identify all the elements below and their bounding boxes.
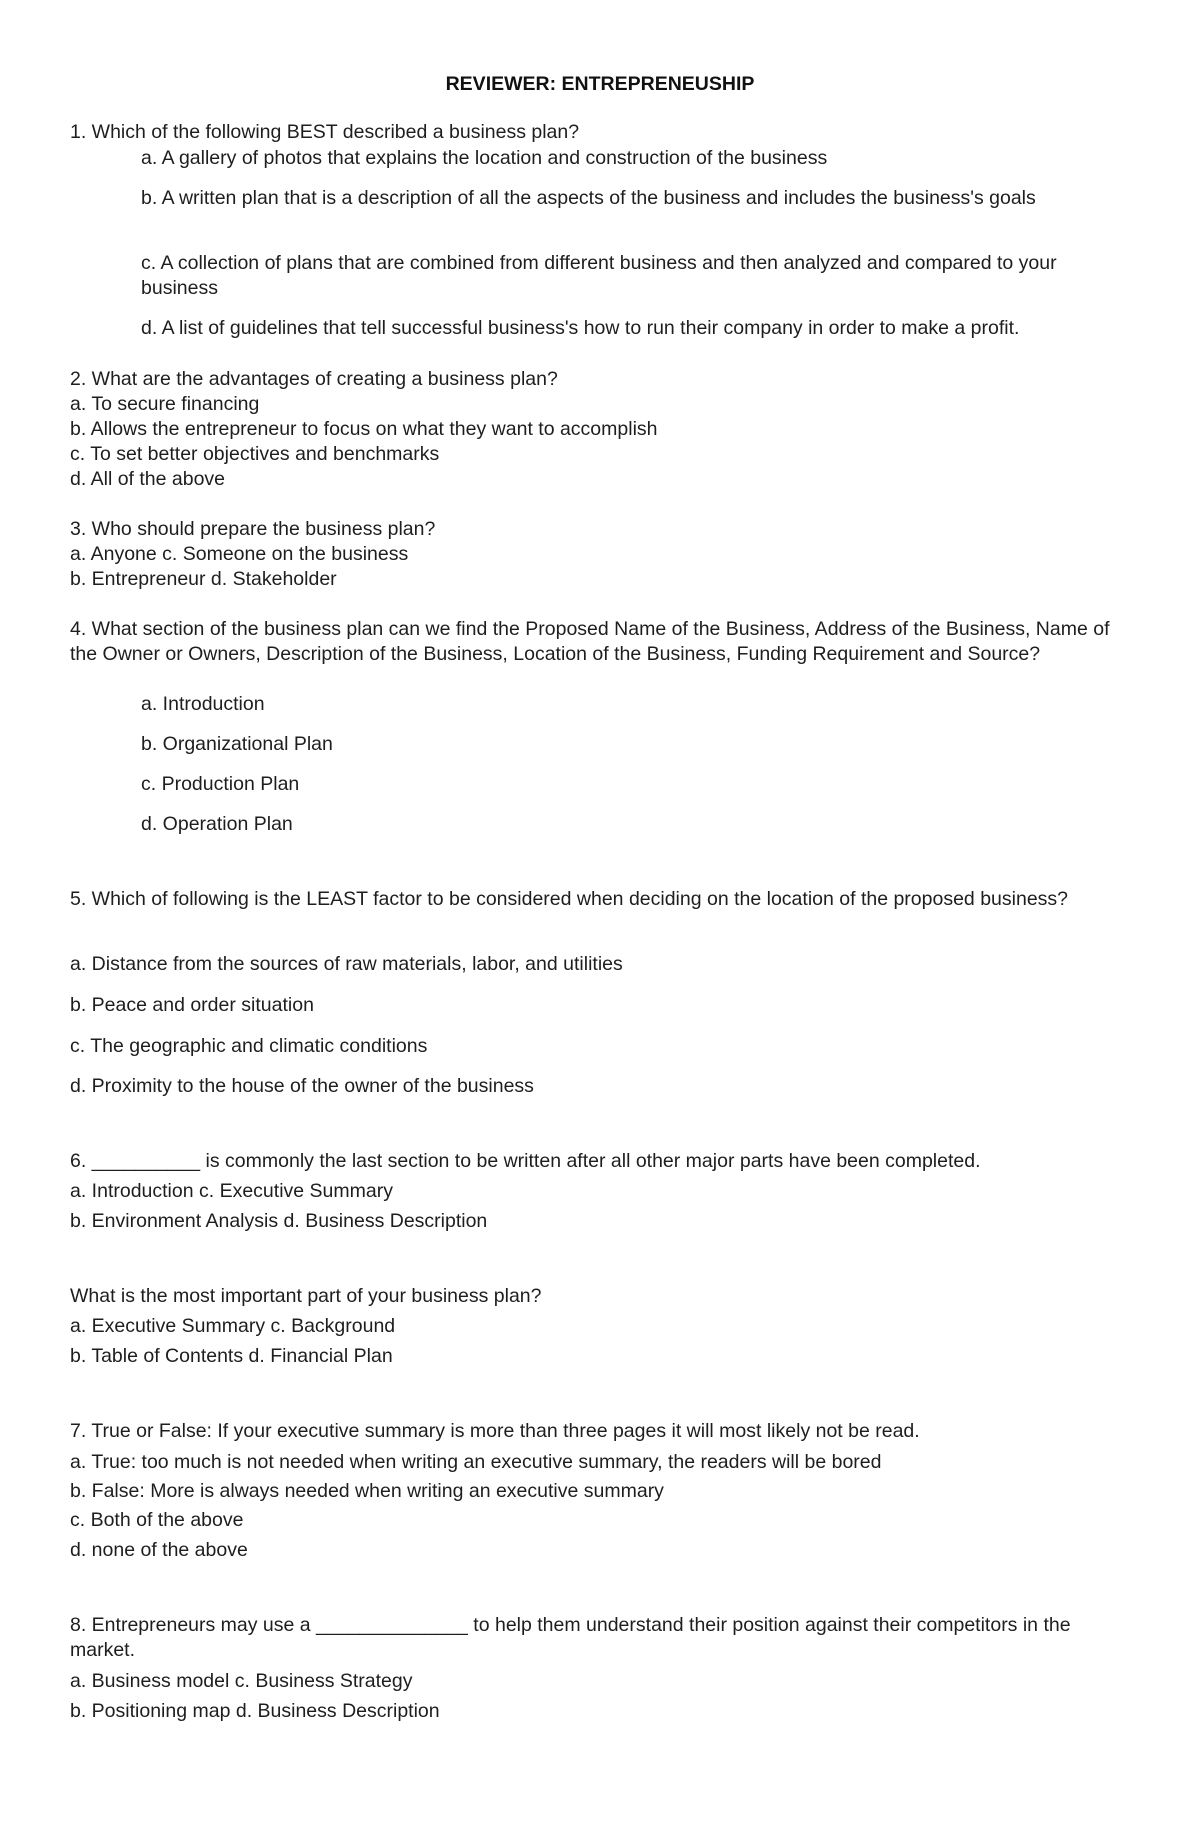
option: c. To set better objectives and benchmarks: [70, 443, 440, 465]
option: c. A collection of plans that are combined from different business and then analyzed and compared to your business: [141, 252, 1057, 299]
option: c. The geographic and climatic conditions: [70, 1035, 428, 1057]
option: d. A list of guidelines that tell successful business's how to run their company in order to make a profit.: [141, 317, 1020, 339]
question-3: [70, 517, 1130, 592]
question-6: [70, 1149, 1130, 1174]
question-text: 6. __________ is commonly the last section to be written after all other major parts have been completed.: [70, 1150, 981, 1172]
option: b. Table of Contents d. Financial Plan: [70, 1345, 393, 1367]
option: b. False: More is always needed when writing an executive summary: [70, 1480, 664, 1502]
question-text: What is the most important part of your business plan?: [70, 1285, 542, 1307]
option: b. A written plan that is a description of all the aspects of the business and includes the business's goals: [141, 187, 1036, 209]
option: d. All of the above: [70, 468, 226, 490]
option: b. Peace and order situation: [70, 994, 314, 1016]
question-2: [70, 367, 1130, 492]
option: a. Introduction c. Executive Summary: [70, 1180, 393, 1202]
question-1: [70, 120, 1130, 145]
option: b. Organizational Plan: [141, 733, 333, 755]
question-text: 3. Who should prepare the business plan?: [70, 518, 436, 540]
question-text: 1. Which of the following BEST described a business plan?: [70, 121, 580, 143]
option: d. none of the above: [70, 1539, 248, 1561]
question-unnumbered: [70, 1284, 1130, 1309]
question-text: 2. What are the advantages of creating a business plan?: [70, 368, 558, 390]
option: d. Operation Plan: [141, 813, 293, 835]
option: c. Production Plan: [141, 773, 300, 795]
option: a. Executive Summary c. Background: [70, 1315, 396, 1337]
option: b. Positioning map d. Business Description: [70, 1700, 440, 1722]
option: a. Anyone c. Someone on the business: [70, 543, 409, 565]
option: c. Both of the above: [70, 1509, 244, 1531]
question-text: 4. What section of the business plan can we find the Proposed Name of the Business, Address of the Business, Name of the Owner or Owners, Description of the Business, Location of the Business, Funding Requirement and Source?: [70, 618, 1110, 665]
option: a. A gallery of photos that explains the location and construction of the business: [141, 147, 828, 169]
question-text: 7. True or False: If your executive summary is more than three pages it will most likely not be read.: [70, 1420, 920, 1442]
option: b. Entrepreneur d. Stakeholder: [70, 568, 337, 590]
question-7: [70, 1419, 1130, 1444]
option: d. Proximity to the house of the owner of the business: [70, 1075, 534, 1097]
option: b. Environment Analysis d. Business Description: [70, 1210, 488, 1232]
question-4: [70, 617, 1130, 667]
option: a. Distance from the sources of raw materials, labor, and utilities: [70, 953, 623, 975]
question-8: [70, 1613, 1130, 1663]
option: a. Business model c. Business Strategy: [70, 1670, 413, 1692]
option: a. Introduction: [141, 693, 265, 715]
question-5: [70, 887, 1130, 912]
question-text: 8. Entrepreneurs may use a ______________ to help them understand their position against their competitors in the market.: [70, 1614, 1071, 1661]
option: a. To secure financing: [70, 393, 260, 415]
option: a. True: too much is not needed when writing an executive summary, the readers will be bored: [70, 1451, 882, 1473]
question-text: 5. Which of following is the LEAST factor to be considered when deciding on the location of the proposed business?: [70, 888, 1069, 910]
page-title: REVIEWER: ENTREPRENEUSHIP: [445, 73, 755, 95]
option: b. Allows the entrepreneur to focus on what they want to accomplish: [70, 418, 658, 440]
